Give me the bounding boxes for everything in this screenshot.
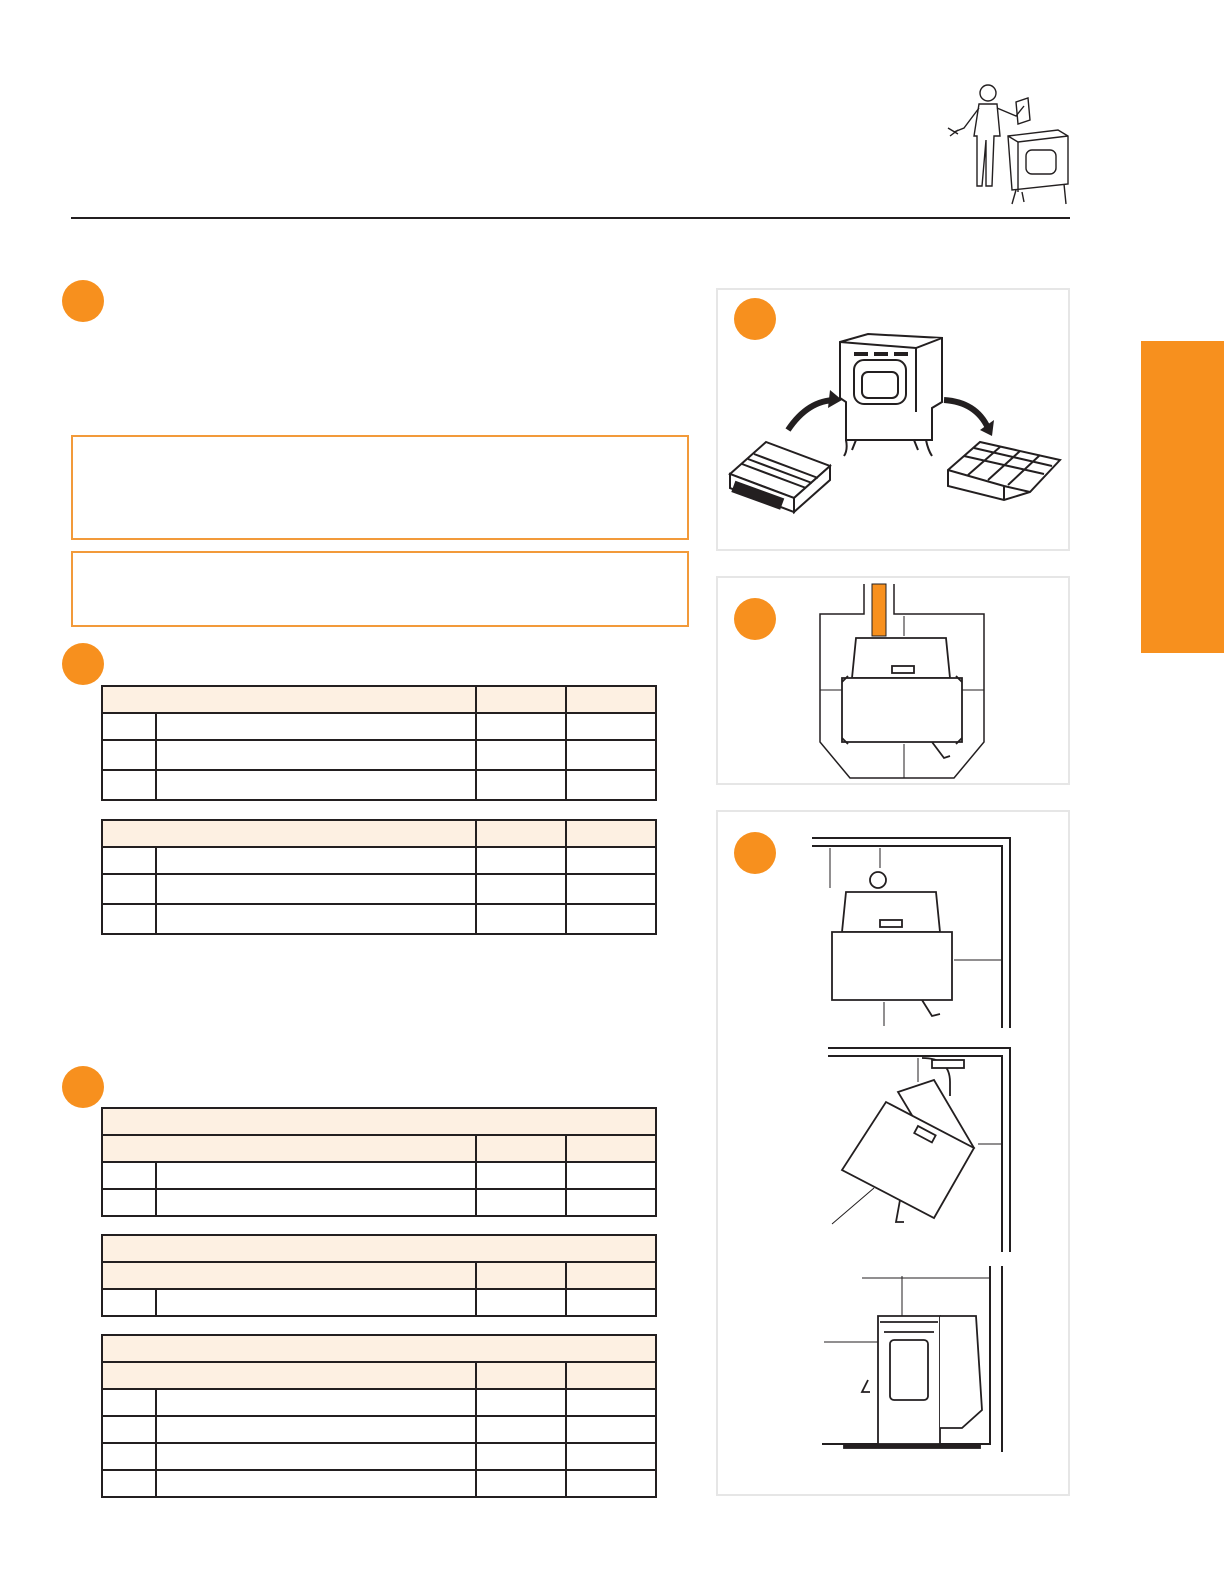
table-cell [102,1389,156,1416]
table-header-row [102,1262,656,1289]
stove-icon [840,334,942,456]
table-header-row [102,686,656,713]
table-title-cell [102,1108,656,1135]
step-1-marker [62,280,104,322]
vent-pipe-icon [872,584,886,636]
warning-notice [71,435,689,540]
header-installer-illustration [946,80,1074,210]
hearth-pad-options-figure [716,288,1070,551]
table-cell [476,740,566,770]
table-header-cell [476,686,566,713]
table-row [102,713,656,740]
table-header-cell [476,1362,566,1389]
table-header-cell [566,1262,656,1289]
raised-hearth-pad-icon [730,442,830,512]
table-cell [476,847,566,874]
table-row [102,770,656,800]
table-header-cell [102,686,476,713]
table-cell [566,847,656,874]
table-cell [102,904,156,934]
stove-top-view-icon [832,872,952,1016]
table-row [102,1416,656,1443]
table-header-cell [102,1362,476,1389]
table-row [102,1470,656,1497]
table-title-row [102,1108,656,1135]
table-title-row [102,1235,656,1262]
table-cell [476,1189,566,1216]
table-cell [156,1289,476,1316]
clearance-table-3 [101,1107,657,1217]
table-cell [102,1189,156,1216]
table-header-row [102,1362,656,1389]
table-cell [566,740,656,770]
table-cell [476,1470,566,1497]
table-cell [102,770,156,800]
table-cell [156,1162,476,1189]
tiled-hearth-pad-icon [948,442,1060,500]
table-row [102,1162,656,1189]
table-cell [102,847,156,874]
table-row [102,1389,656,1416]
table-cell [156,904,476,934]
step-3-marker [62,1066,104,1108]
table-header-cell [476,1135,566,1162]
table-cell [102,1443,156,1470]
table-cell [566,1470,656,1497]
table-cell [156,847,476,874]
table-cell [476,1416,566,1443]
step-2-marker [62,643,104,685]
stove-corner-view-icon [842,1058,974,1222]
table-cell [566,1389,656,1416]
table-cell [156,770,476,800]
table-row [102,1443,656,1470]
table-cell [476,1289,566,1316]
table-cell [156,1443,476,1470]
table-header-cell [102,820,476,847]
installer-with-manual-icon [946,80,1074,210]
table-cell [476,713,566,740]
table-cell [102,1470,156,1497]
table-cell [476,1162,566,1189]
table-header-cell [566,1362,656,1389]
table-cell [156,874,476,904]
table-cell [156,740,476,770]
table-header-cell [102,1262,476,1289]
table-cell [156,713,476,740]
table-header-cell [566,1135,656,1162]
table-cell [566,713,656,740]
clearance-table-2 [101,819,657,935]
table-cell [102,1416,156,1443]
table-title-cell [102,1335,656,1362]
table-cell [102,1162,156,1189]
table-row [102,847,656,874]
caution-notice [71,551,689,627]
table-cell [566,1443,656,1470]
table-cell [566,1416,656,1443]
clearance-table-4 [101,1234,657,1317]
table-header-cell [476,1262,566,1289]
table-cell [566,1189,656,1216]
clearance-table-5 [101,1334,657,1498]
table-cell [102,1289,156,1316]
table-cell [566,904,656,934]
table-cell [566,874,656,904]
table-cell [566,770,656,800]
wall-clearance-figures [716,810,1070,1496]
table-cell [156,1416,476,1443]
table-cell [476,1389,566,1416]
clearance-table-1 [101,685,657,801]
table-row [102,1189,656,1216]
table-title-cell [102,1235,656,1262]
table-cell [476,1443,566,1470]
header-rule [71,217,1070,219]
table-header-cell [102,1135,476,1162]
table-cell [156,1389,476,1416]
section-side-tab [1141,341,1224,653]
table-cell [476,874,566,904]
table-header-row [102,1135,656,1162]
table-cell [156,1189,476,1216]
stove-top-view-icon [842,638,962,758]
table-cell [156,1470,476,1497]
table-header-cell [476,820,566,847]
table-cell [102,874,156,904]
table-cell [102,740,156,770]
table-cell [476,770,566,800]
stove-side-view-icon [844,1316,982,1448]
table-row [102,740,656,770]
table-row [102,1289,656,1316]
table-header-cell [566,686,656,713]
table-row [102,904,656,934]
table-title-row [102,1335,656,1362]
table-cell [476,904,566,934]
table-header-row [102,820,656,847]
table-cell [566,1162,656,1189]
table-header-cell [566,820,656,847]
table-row [102,874,656,904]
alcove-clearance-figure [716,576,1070,785]
table-cell [102,713,156,740]
table-cell [566,1289,656,1316]
